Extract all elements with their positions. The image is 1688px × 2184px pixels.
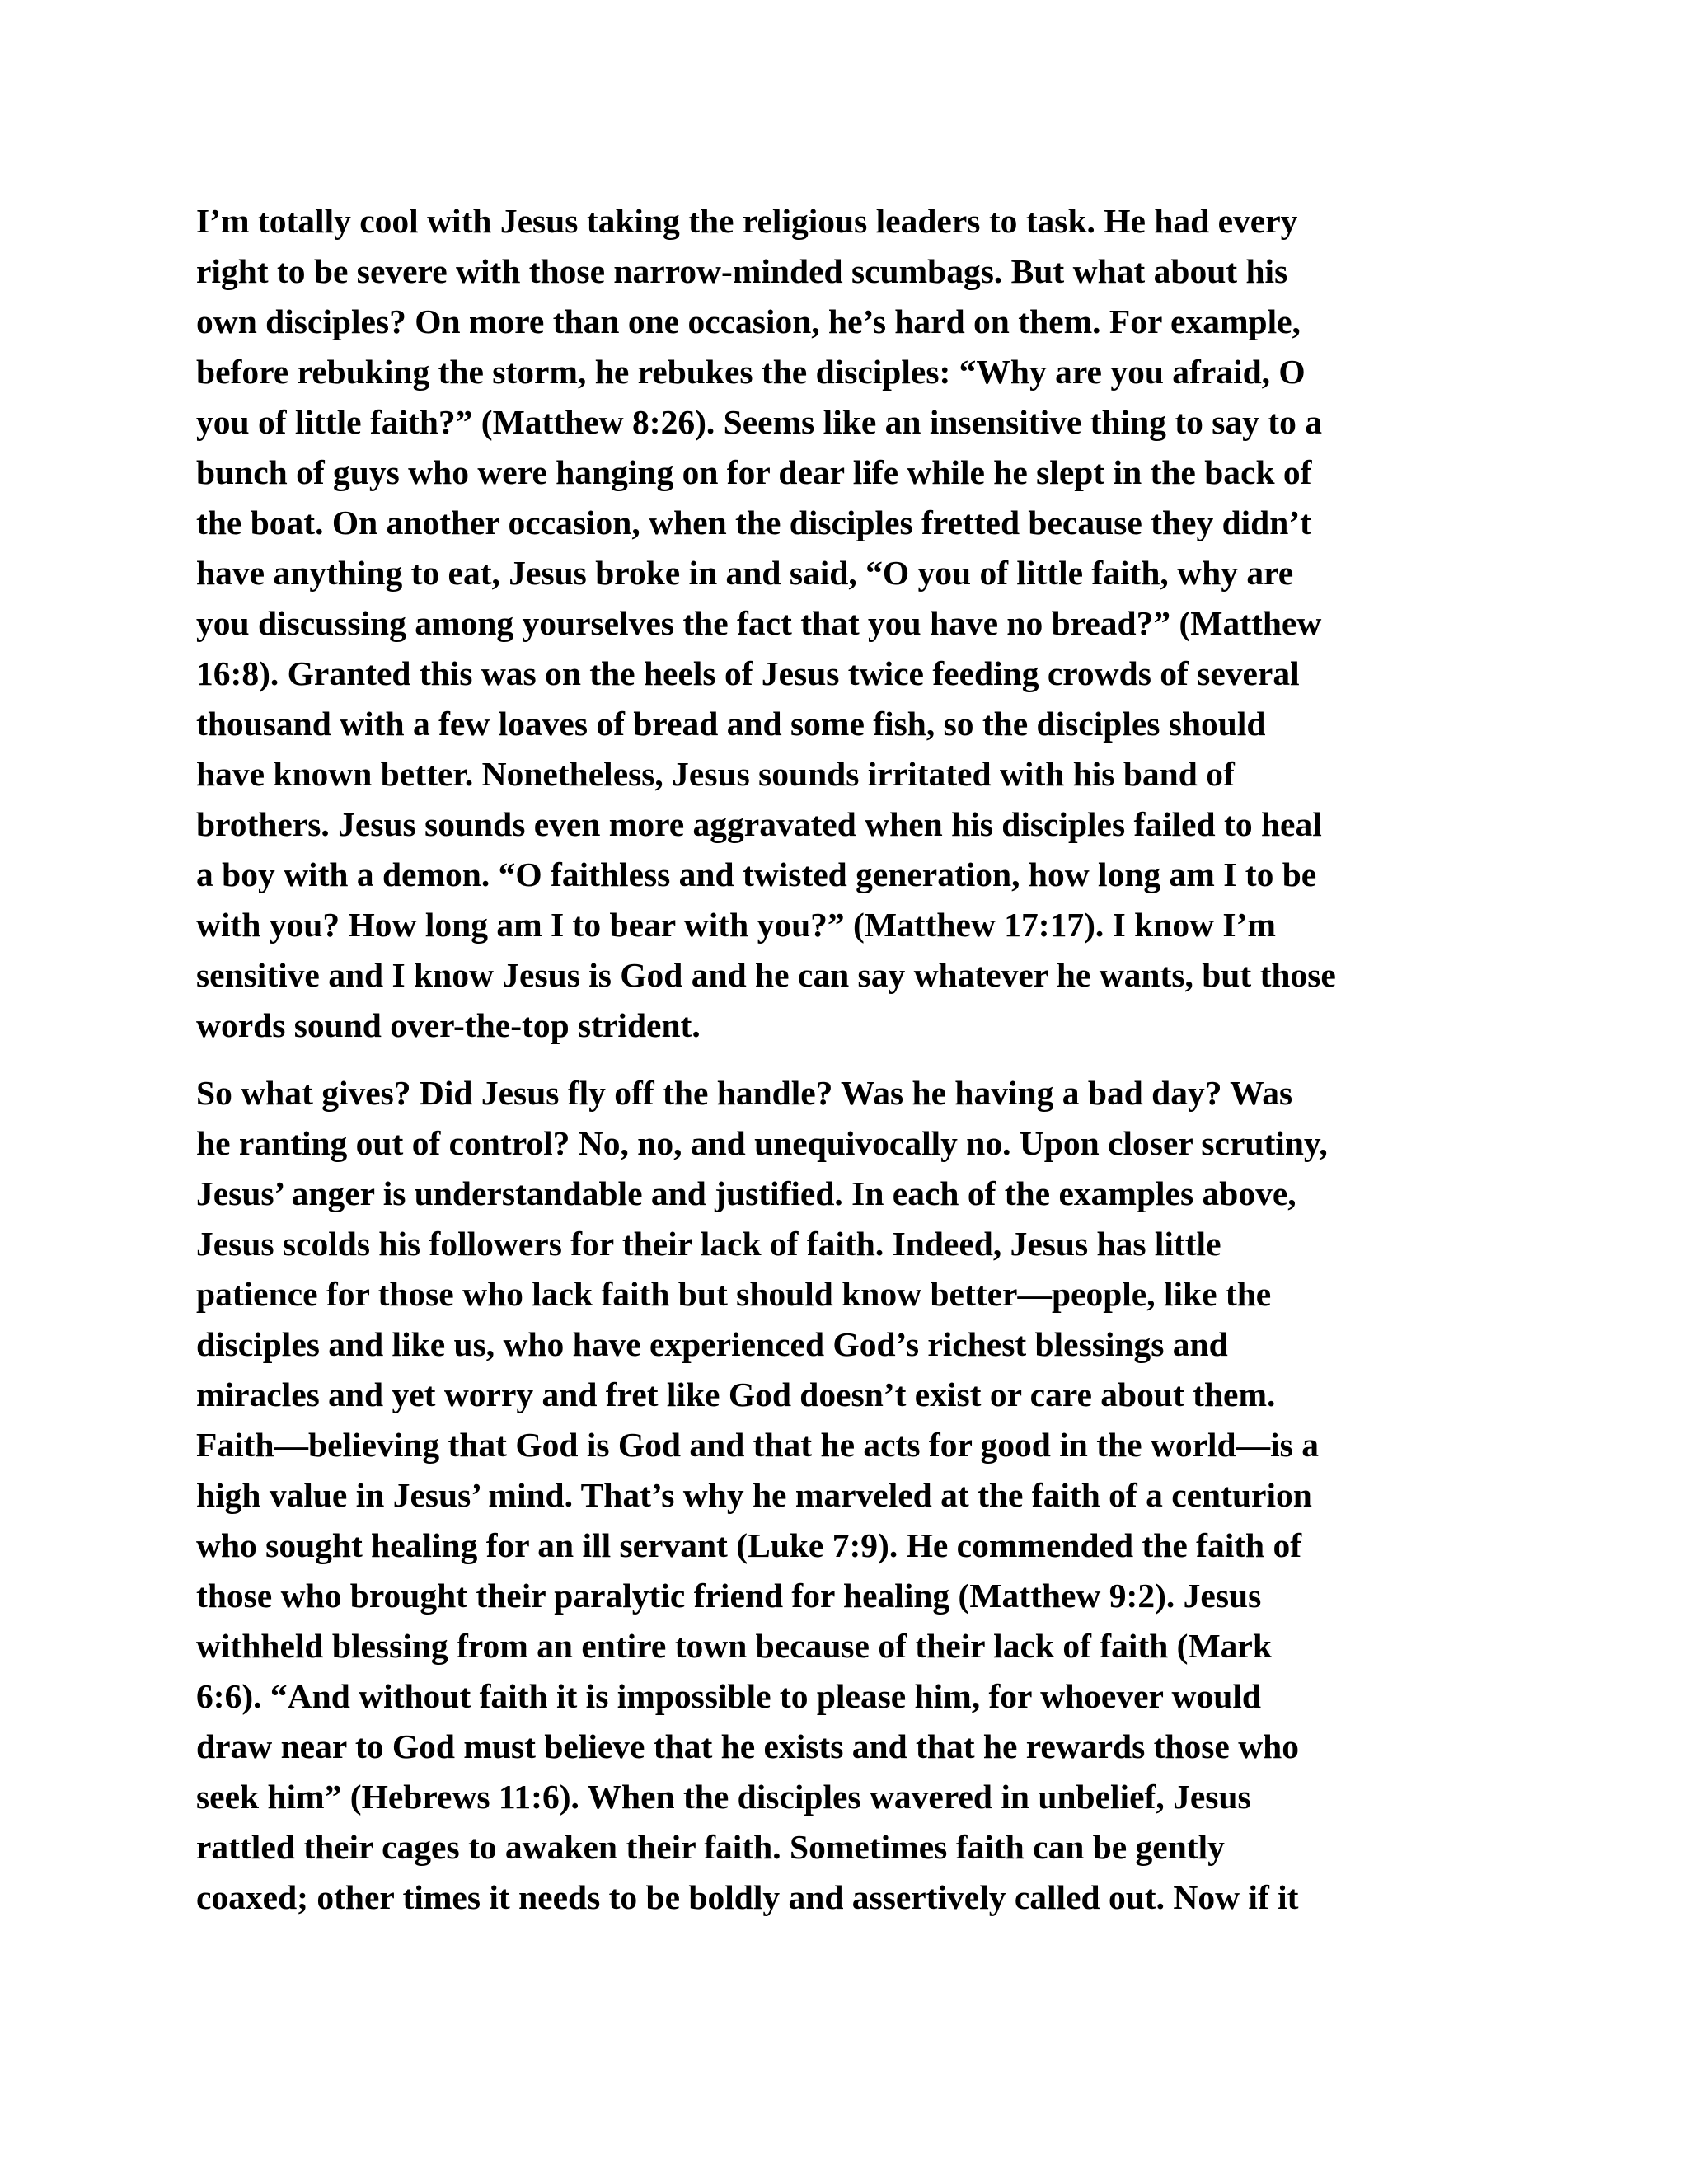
text-line: Faith—believing that God is God and that he acts for good in the world—is a [196, 1426, 1319, 1464]
text-line: sensitive and I know Jesus is God and he can say whatever he wants, but those [196, 956, 1336, 994]
paragraph-1 [196, 196, 1482, 1051]
text-line: seek him” (Hebrews 11:6). When the disciples wavered in unbelief, Jesus [196, 1778, 1251, 1816]
text-line: before rebuking the storm, he rebukes the disciples: “Why are you afraid, O [196, 353, 1306, 391]
text-line: words sound over-the-top strident. [196, 1006, 701, 1044]
text-line: with you? How long am I to bear with you?” (Matthew 17:17). I know I’m [196, 906, 1276, 944]
text-line: coaxed; other times it needs to be boldly and assertively called out. Now if it [196, 1878, 1299, 1916]
text-line: draw near to God must believe that he exists and that he rewards those who [196, 1727, 1299, 1765]
text-line: you discussing among yourselves the fact that you have no bread?” (Matthew [196, 604, 1322, 642]
text-line: rattled their cages to awaken their faith. Sometimes faith can be gently [196, 1828, 1225, 1866]
text-line: the boat. On another occasion, when the disciples fretted because they didn’t [196, 504, 1311, 541]
text-line: brothers. Jesus sounds even more aggravated when his disciples failed to heal [196, 805, 1322, 843]
text-line: high value in Jesus’ mind. That’s why he marveled at the faith of a centurion [196, 1476, 1312, 1514]
text-line: I’m totally cool with Jesus taking the religious leaders to task. He had every [196, 202, 1298, 240]
paragraph-2 [196, 1068, 1482, 1923]
text-line: he ranting out of control? No, no, and unequivocally no. Upon closer scrutiny, [196, 1124, 1328, 1162]
text-line: own disciples? On more than one occasion, he’s hard on them. For example, [196, 302, 1301, 340]
text-line: thousand with a few loaves of bread and some fish, so the disciples should [196, 705, 1266, 743]
text-line: have known better. Nonetheless, Jesus sounds irritated with his band of [196, 755, 1235, 793]
text-line: you of little faith?” (Matthew 8:26). Seems like an insensitive thing to say to a [196, 403, 1322, 441]
text-line: 6:6). “And without faith it is impossible to please him, for whoever would [196, 1677, 1261, 1715]
body-text [196, 196, 1482, 1923]
text-line: withheld blessing from an entire town because of their lack of faith (Mark [196, 1627, 1272, 1665]
text-line: patience for those who lack faith but should know better—people, like the [196, 1275, 1272, 1313]
text-line: disciples and like us, who have experienced God’s richest blessings and [196, 1325, 1228, 1363]
text-line: Jesus scolds his followers for their lack of faith. Indeed, Jesus has little [196, 1225, 1221, 1263]
text-line: right to be severe with those narrow-minded scumbags. But what about his [196, 252, 1288, 290]
text-line: Jesus’ anger is understandable and justified. In each of the examples above, [196, 1174, 1296, 1212]
text-line: bunch of guys who were hanging on for dear life while he slept in the back of [196, 453, 1312, 491]
text-line: those who brought their paralytic friend for healing (Matthew 9:2). Jesus [196, 1577, 1262, 1615]
text-line: So what gives? Did Jesus fly off the handle? Was he having a bad day? Was [196, 1074, 1293, 1112]
text-line: a boy with a demon. “O faithless and twisted generation, how long am I to be [196, 855, 1317, 893]
text-line: who sought healing for an ill servant (Luke 7:9). He commended the faith of [196, 1526, 1302, 1564]
text-line: 16:8). Granted this was on the heels of Jesus twice feeding crowds of several [196, 654, 1300, 692]
text-line: have anything to eat, Jesus broke in and said, “O you of little faith, why are [196, 554, 1294, 592]
text-line: miracles and yet worry and fret like God doesn’t exist or care about them. [196, 1376, 1276, 1413]
